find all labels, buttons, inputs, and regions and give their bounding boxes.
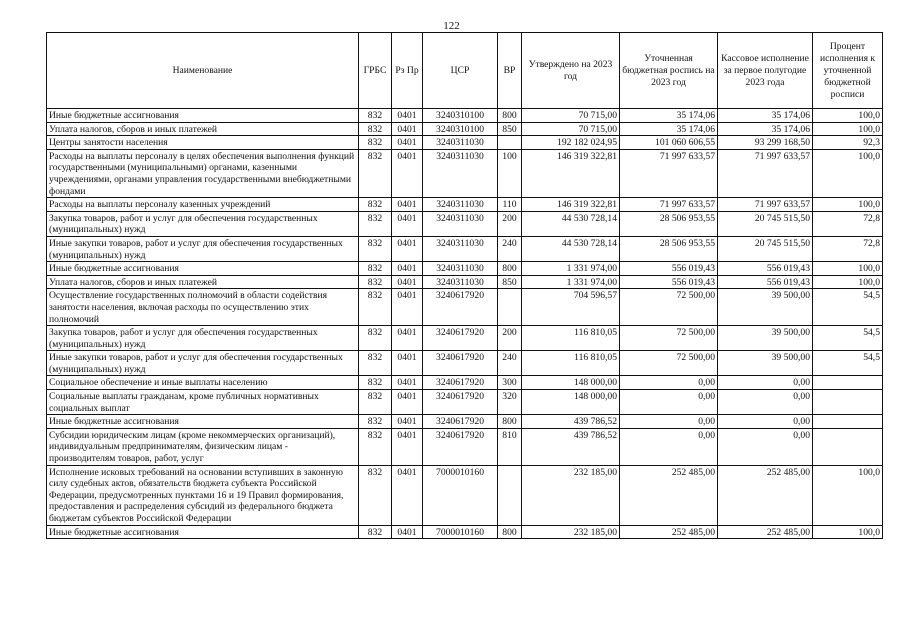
cell-grbs: 832 [359, 428, 392, 465]
cell-csr: 3240617920 [423, 376, 498, 390]
table-row [47, 149, 883, 197]
cell-vr: 100 [498, 149, 522, 197]
cell-csr: 7000010160 [423, 465, 498, 525]
cell-cash: 39 500,00 [718, 351, 813, 376]
cell-cash: 71 997 633,57 [718, 198, 813, 212]
cell-rzpr: 0401 [392, 415, 423, 429]
header-cash: Кассовое исполнение за первое полугодие 2023 года [718, 33, 813, 109]
cell-vr: 800 [498, 109, 522, 123]
cell-grbs: 832 [359, 136, 392, 150]
cell-cash: 35 174,06 [718, 122, 813, 136]
budget-table [46, 32, 883, 539]
cell-csr: 3240617920 [423, 428, 498, 465]
cell-vr: 850 [498, 122, 522, 136]
cell-cash: 39 500,00 [718, 289, 813, 326]
cell-refined: 0,00 [620, 390, 718, 415]
cell-csr: 3240311030 [423, 236, 498, 261]
cell-grbs: 832 [359, 122, 392, 136]
cell-csr: 7000010160 [423, 525, 498, 539]
cell-grbs: 832 [359, 326, 392, 351]
cell-cash: 39 500,00 [718, 326, 813, 351]
cell-approved: 1 331 974,00 [522, 275, 620, 289]
header-approved: Утверждено на 2023 год [522, 33, 620, 109]
page-number: 122 [443, 20, 460, 32]
cell-cash: 0,00 [718, 390, 813, 415]
cell-grbs: 832 [359, 465, 392, 525]
cell-percent: 100,0 [813, 198, 883, 212]
cell-approved: 232 185,00 [522, 525, 620, 539]
cell-approved: 192 182 024,95 [522, 136, 620, 150]
cell-name: Иные закупки товаров, работ и услуг для обеспечения государственных (муниципальных) нужд [47, 236, 359, 261]
cell-name: Субсидии юридическим лицам (кроме некоммерческих организаций), индивидуальным предпринимателям, физическим лицам - производителям товаров, работ, услуг [47, 428, 359, 465]
cell-grbs: 832 [359, 351, 392, 376]
cell-approved: 148 000,00 [522, 376, 620, 390]
cell-approved: 146 319 322,81 [522, 198, 620, 212]
cell-rzpr: 0401 [392, 326, 423, 351]
cell-cash: 20 745 515,50 [718, 211, 813, 236]
cell-percent: 54,5 [813, 326, 883, 351]
cell-percent [813, 390, 883, 415]
cell-cash: 71 997 633,57 [718, 149, 813, 197]
cell-cash: 35 174,06 [718, 109, 813, 123]
table-row [47, 390, 883, 415]
cell-name: Иные бюджетные ассигнования [47, 109, 359, 123]
cell-refined: 252 485,00 [620, 525, 718, 539]
cell-csr: 3240617920 [423, 390, 498, 415]
cell-rzpr: 0401 [392, 262, 423, 276]
cell-csr: 3240311030 [423, 262, 498, 276]
cell-rzpr: 0401 [392, 351, 423, 376]
cell-grbs: 832 [359, 236, 392, 261]
table-row [47, 109, 883, 123]
cell-refined: 556 019,43 [620, 275, 718, 289]
cell-vr: 320 [498, 390, 522, 415]
cell-name: Закупка товаров, работ и услуг для обеспечения государственных (муниципальных) нужд [47, 211, 359, 236]
cell-rzpr: 0401 [392, 236, 423, 261]
cell-csr: 3240311030 [423, 149, 498, 197]
cell-name: Иные закупки товаров, работ и услуг для обеспечения государственных (муниципальных) нужд [47, 351, 359, 376]
cell-vr: 800 [498, 415, 522, 429]
cell-name: Расходы на выплаты персоналу в целях обеспечения выполнения функций государственными (муниципальными) органами, казенными учреждениями, органами управления государственными внебюджетными фондами [47, 149, 359, 197]
cell-name: Социальное обеспечение и иные выплаты населению [47, 376, 359, 390]
cell-percent: 100,0 [813, 109, 883, 123]
table-header-row [47, 33, 883, 109]
cell-refined: 0,00 [620, 376, 718, 390]
cell-approved: 1 331 974,00 [522, 262, 620, 276]
cell-grbs: 832 [359, 289, 392, 326]
cell-name: Уплата налогов, сборов и иных платежей [47, 275, 359, 289]
header-refined: Уточненная бюджетная роспись на 2023 год [620, 33, 718, 109]
cell-grbs: 832 [359, 198, 392, 212]
cell-cash: 0,00 [718, 415, 813, 429]
cell-approved: 704 596,57 [522, 289, 620, 326]
cell-percent: 100,0 [813, 122, 883, 136]
cell-percent: 72,8 [813, 211, 883, 236]
cell-rzpr: 0401 [392, 428, 423, 465]
cell-cash: 252 485,00 [718, 465, 813, 525]
cell-grbs: 832 [359, 262, 392, 276]
cell-grbs: 832 [359, 109, 392, 123]
cell-csr: 3240311030 [423, 211, 498, 236]
header-percent: Процент исполнения к уточненной бюджетной росписи [813, 33, 883, 109]
table-row [47, 198, 883, 212]
table-row [47, 236, 883, 261]
cell-grbs: 832 [359, 376, 392, 390]
header-name: Наименование [47, 33, 359, 109]
cell-rzpr: 0401 [392, 390, 423, 415]
cell-name: Центры занятости населения [47, 136, 359, 150]
cell-percent: 100,0 [813, 465, 883, 525]
cell-vr: 200 [498, 211, 522, 236]
cell-rzpr: 0401 [392, 376, 423, 390]
cell-approved: 70 715,00 [522, 122, 620, 136]
cell-csr: 3240310100 [423, 122, 498, 136]
table-row [47, 351, 883, 376]
cell-grbs: 832 [359, 275, 392, 289]
table-row [47, 211, 883, 236]
cell-grbs: 832 [359, 211, 392, 236]
cell-name: Иные бюджетные ассигнования [47, 525, 359, 539]
cell-name: Исполнение исковых требований на основании вступивших в законную силу судебных актов, обязательств бюджета субъекта Российской Федерации, предусмотренных пунктами 16 и 19 Правил формирования, предоставления и распределения субсидий из федерального бюджета бюджетам субъектов Российской Федерации [47, 465, 359, 525]
table-row [47, 262, 883, 276]
cell-name: Иные бюджетные ассигнования [47, 262, 359, 276]
cell-vr [498, 289, 522, 326]
cell-csr: 3240311030 [423, 136, 498, 150]
cell-approved: 146 319 322,81 [522, 149, 620, 197]
cell-vr: 810 [498, 428, 522, 465]
cell-cash: 252 485,00 [718, 525, 813, 539]
cell-refined: 0,00 [620, 428, 718, 465]
cell-csr: 3240617920 [423, 351, 498, 376]
table-row [47, 289, 883, 326]
cell-csr: 3240617920 [423, 415, 498, 429]
cell-csr: 3240311030 [423, 275, 498, 289]
cell-refined: 556 019,43 [620, 262, 718, 276]
cell-approved: 148 000,00 [522, 390, 620, 415]
cell-refined: 71 997 633,57 [620, 149, 718, 197]
cell-rzpr: 0401 [392, 198, 423, 212]
header-grbs: ГРБС [359, 33, 392, 109]
cell-name: Социальные выплаты гражданам, кроме публичных нормативных социальных выплат [47, 390, 359, 415]
table-row [47, 465, 883, 525]
cell-percent: 54,5 [813, 351, 883, 376]
cell-rzpr: 0401 [392, 525, 423, 539]
cell-percent: 100,0 [813, 149, 883, 197]
cell-vr [498, 136, 522, 150]
cell-rzpr: 0401 [392, 136, 423, 150]
table-row [47, 415, 883, 429]
cell-refined: 72 500,00 [620, 289, 718, 326]
cell-refined: 101 060 606,55 [620, 136, 718, 150]
table-row [47, 525, 883, 539]
cell-rzpr: 0401 [392, 465, 423, 525]
cell-approved: 439 786,52 [522, 428, 620, 465]
cell-approved: 232 185,00 [522, 465, 620, 525]
cell-percent: 54,5 [813, 289, 883, 326]
cell-refined: 28 506 953,55 [620, 236, 718, 261]
cell-approved: 44 530 728,14 [522, 236, 620, 261]
cell-percent [813, 415, 883, 429]
cell-vr [498, 465, 522, 525]
cell-percent: 100,0 [813, 525, 883, 539]
table-row [47, 428, 883, 465]
cell-refined: 35 174,06 [620, 122, 718, 136]
cell-refined: 0,00 [620, 415, 718, 429]
cell-percent: 92,3 [813, 136, 883, 150]
cell-name: Уплата налогов, сборов и иных платежей [47, 122, 359, 136]
table-row [47, 326, 883, 351]
table-body [47, 109, 883, 539]
table-row [47, 376, 883, 390]
cell-rzpr: 0401 [392, 122, 423, 136]
cell-name: Расходы на выплаты персоналу казенных учреждений [47, 198, 359, 212]
cell-cash: 0,00 [718, 428, 813, 465]
cell-cash: 556 019,43 [718, 275, 813, 289]
table-row [47, 275, 883, 289]
cell-vr: 240 [498, 351, 522, 376]
cell-approved: 116 810,05 [522, 351, 620, 376]
cell-vr: 240 [498, 236, 522, 261]
cell-vr: 110 [498, 198, 522, 212]
cell-csr: 3240617920 [423, 326, 498, 351]
cell-cash: 93 299 168,50 [718, 136, 813, 150]
header-csr: ЦСР [423, 33, 498, 109]
cell-approved: 116 810,05 [522, 326, 620, 351]
cell-grbs: 832 [359, 149, 392, 197]
cell-cash: 0,00 [718, 376, 813, 390]
cell-refined: 72 500,00 [620, 351, 718, 376]
cell-rzpr: 0401 [392, 211, 423, 236]
cell-csr: 3240310100 [423, 109, 498, 123]
header-vr: ВР [498, 33, 522, 109]
cell-approved: 70 715,00 [522, 109, 620, 123]
cell-rzpr: 0401 [392, 275, 423, 289]
cell-name: Осуществление государственных полномочий в области содействия занятости населения, включая расходы по осуществлению этих полномочий [47, 289, 359, 326]
cell-grbs: 832 [359, 525, 392, 539]
cell-refined: 28 506 953,55 [620, 211, 718, 236]
cell-refined: 35 174,06 [620, 109, 718, 123]
cell-name: Закупка товаров, работ и услуг для обеспечения государственных (муниципальных) нужд [47, 326, 359, 351]
cell-approved: 44 530 728,14 [522, 211, 620, 236]
cell-refined: 72 500,00 [620, 326, 718, 351]
cell-rzpr: 0401 [392, 149, 423, 197]
cell-grbs: 832 [359, 415, 392, 429]
cell-vr: 800 [498, 262, 522, 276]
cell-csr: 3240617920 [423, 289, 498, 326]
cell-percent [813, 428, 883, 465]
header-rzpr: Рз Пр [392, 33, 423, 109]
cell-rzpr: 0401 [392, 289, 423, 326]
cell-csr: 3240311030 [423, 198, 498, 212]
cell-vr: 800 [498, 525, 522, 539]
cell-refined: 252 485,00 [620, 465, 718, 525]
cell-rzpr: 0401 [392, 109, 423, 123]
cell-percent: 100,0 [813, 262, 883, 276]
cell-approved: 439 786,52 [522, 415, 620, 429]
cell-refined: 71 997 633,57 [620, 198, 718, 212]
cell-grbs: 832 [359, 390, 392, 415]
cell-percent: 100,0 [813, 275, 883, 289]
cell-percent: 72,8 [813, 236, 883, 261]
table-row [47, 136, 883, 150]
table-row [47, 122, 883, 136]
cell-vr: 300 [498, 376, 522, 390]
cell-name: Иные бюджетные ассигнования [47, 415, 359, 429]
cell-percent [813, 376, 883, 390]
cell-cash: 20 745 515,50 [718, 236, 813, 261]
cell-vr: 200 [498, 326, 522, 351]
cell-cash: 556 019,43 [718, 262, 813, 276]
cell-vr: 850 [498, 275, 522, 289]
